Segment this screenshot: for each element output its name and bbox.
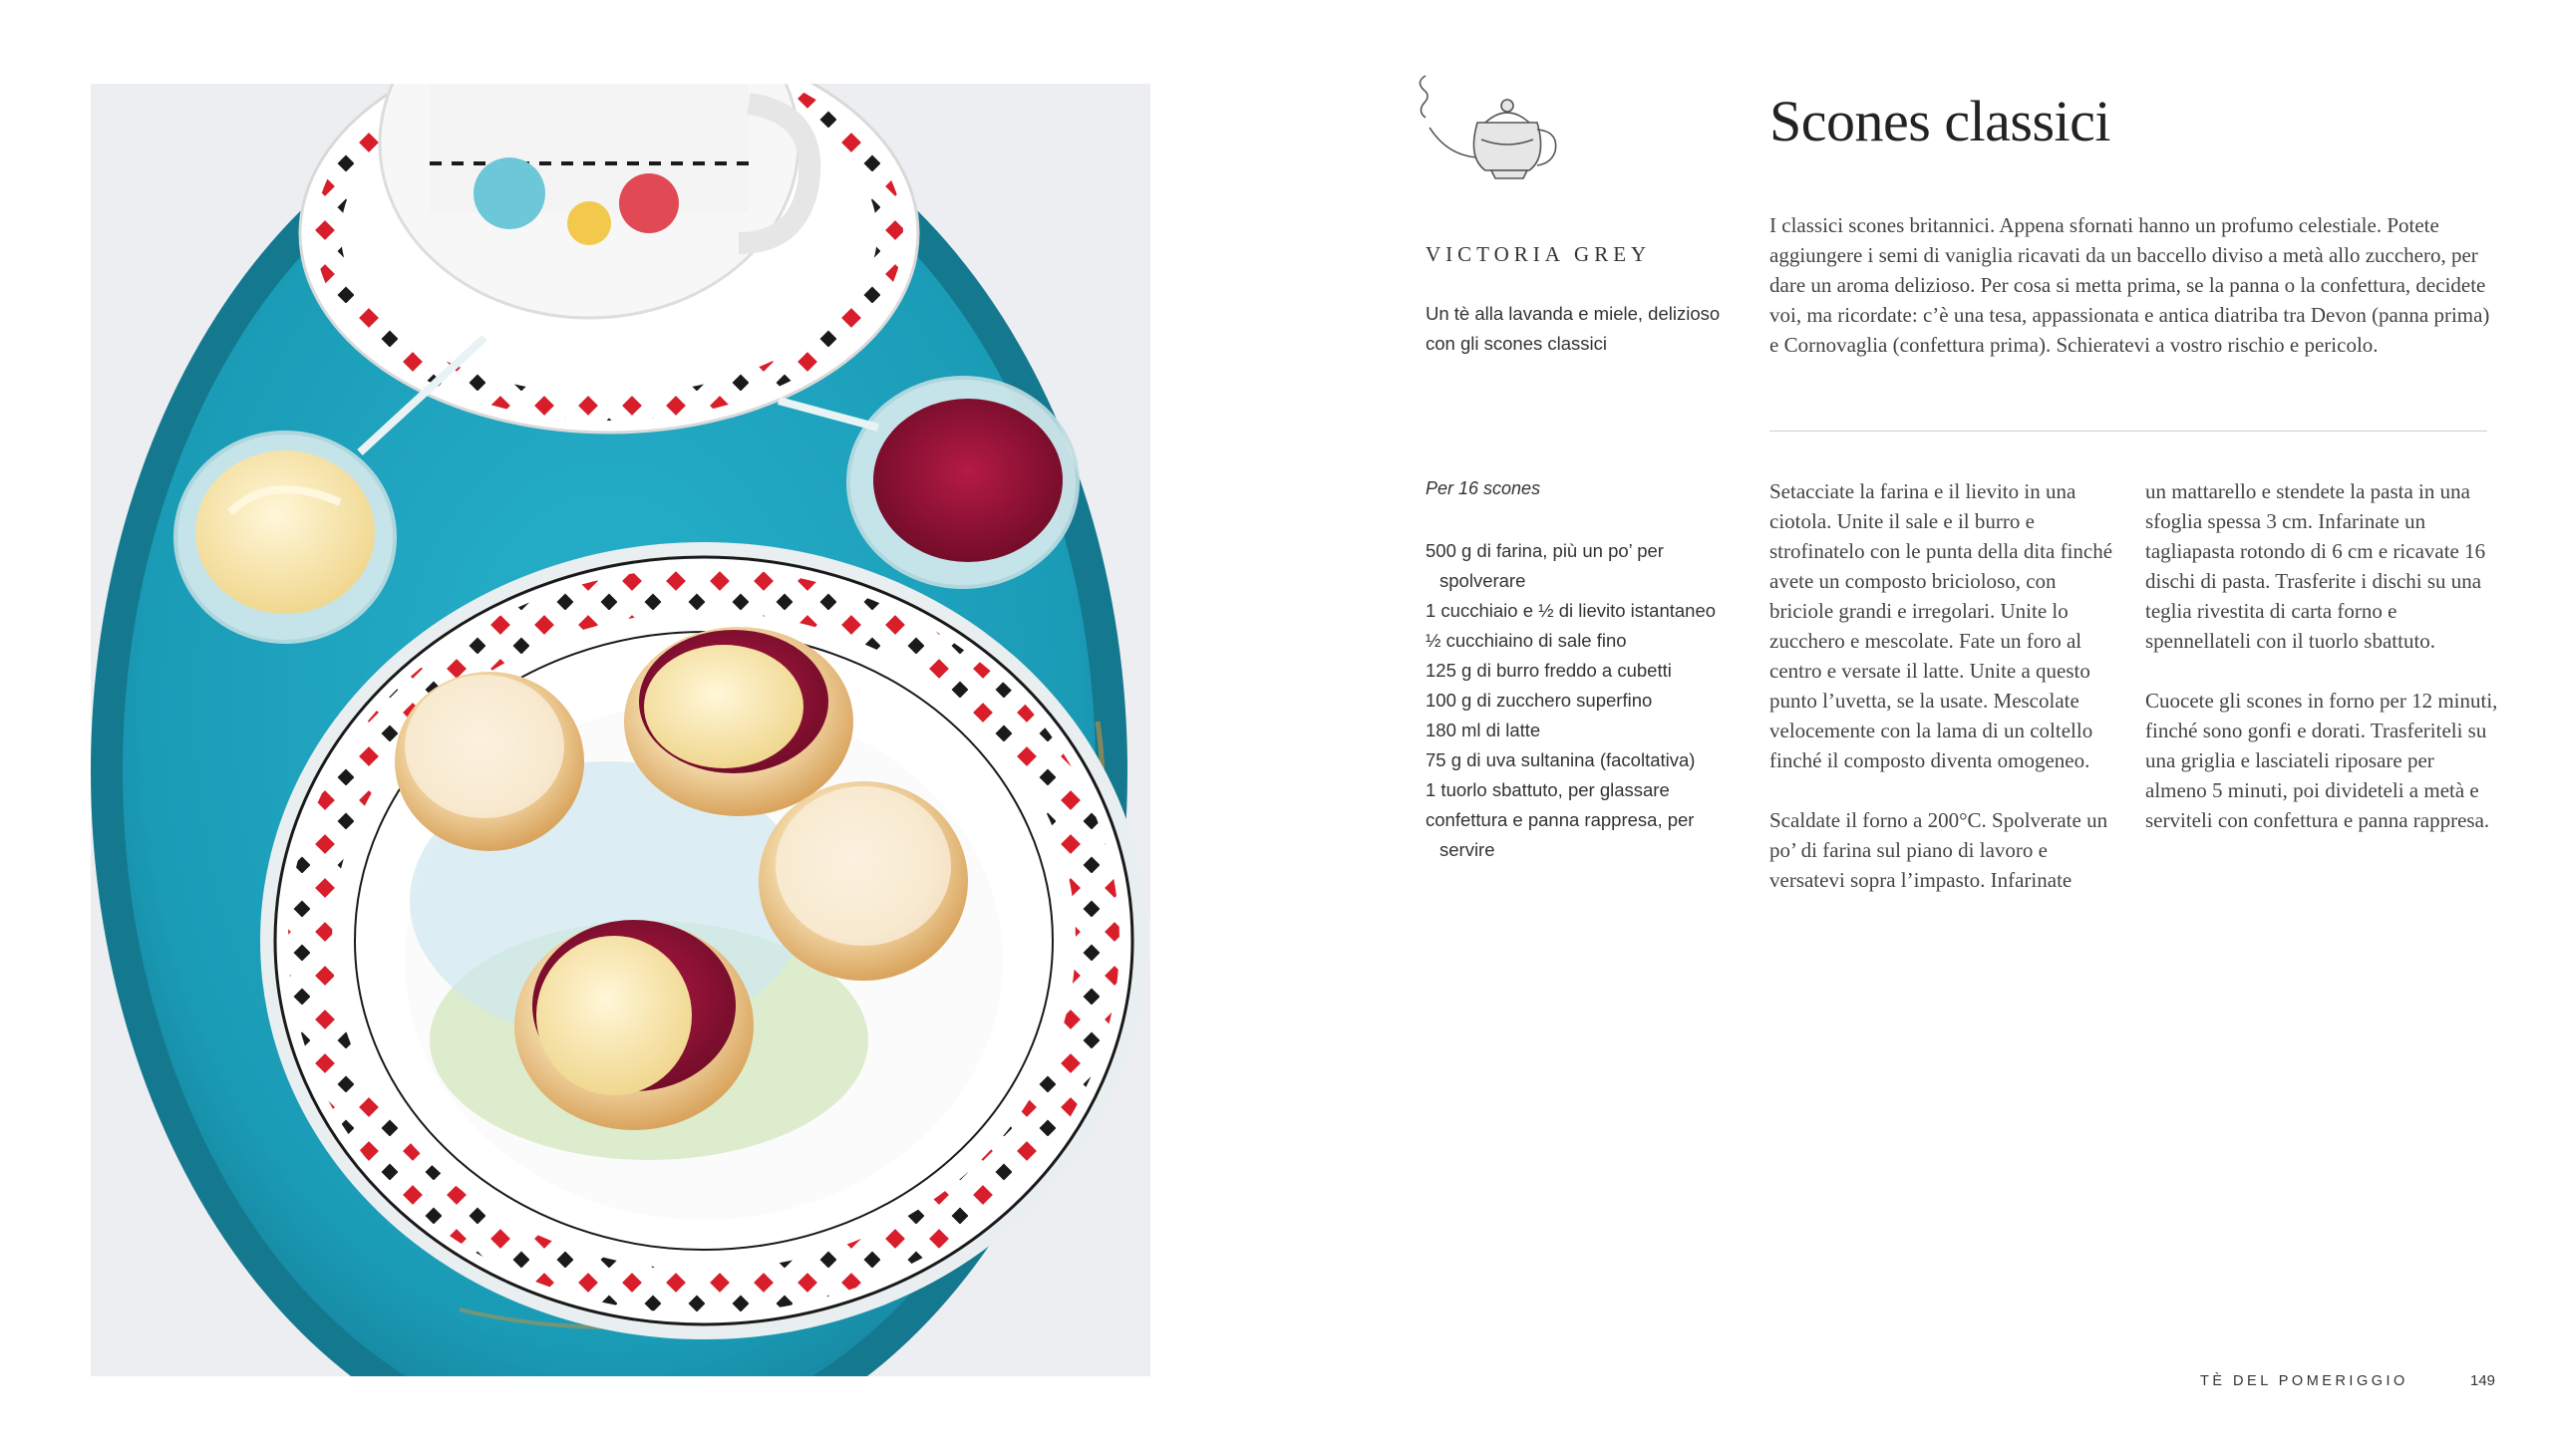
ingredient-item: ½ cucchiaino di sale fino bbox=[1426, 630, 1627, 651]
tea-pairing-name: VICTORIA GREY bbox=[1426, 242, 1652, 266]
method-paragraph: un mattarello e stendete la pasta in una sfoglia spessa 3 cm. Infarinate un tagliapasta rotondo di 6 cm e ricavate 16 dischi di pasta. Trasferite i dischi su una teglia rivestita di carta forno e spennellateli con il tuorlo sbattuto. bbox=[2145, 479, 2486, 653]
ingredient-item: 125 g di burro freddo a cubetti bbox=[1426, 660, 1672, 681]
method-column-2 bbox=[2145, 476, 2499, 865]
teapot-icon bbox=[1408, 68, 1577, 189]
page-number: 149 bbox=[2470, 1372, 2496, 1389]
footer-section-title: TÈ DEL POMERIGGIO bbox=[2200, 1373, 2408, 1389]
ingredients-list bbox=[1426, 536, 1754, 865]
divider bbox=[1769, 431, 2487, 432]
recipe-title: Scones classici bbox=[1769, 89, 2111, 153]
ingredient-item: 180 ml di latte bbox=[1426, 720, 1541, 740]
method-paragraph: Scaldate il forno a 200°C. Spolverate un po’ di farina sul piano di lavoro e versatevi sopra l’impasto. Infarinate bbox=[1769, 808, 2108, 892]
ingredient-item: 75 g di uva sultanina (facoltativa) bbox=[1426, 749, 1696, 770]
method-paragraph: Setacciate la farina e il lievito in una ciotola. Unite il sale e il burro e strofinatelo con le punta della dita finché avete un composto bricioloso, con briciole grandi e irregolari. Unite lo zucchero e mescolate. Fate un foro al centro e versate il latte. Unite a questo punto l’uvetta, se la usate. Mescolate velocemente con la lama di un coltello finché il composto diventa omogeneo. bbox=[1769, 479, 2113, 772]
ingredient-item: 1 tuorlo sbattuto, per glassare bbox=[1426, 779, 1670, 800]
recipe-intro: I classici scones britannici. Appena sfornati hanno un profumo celestiale. Potete aggiungere i semi di vaniglia ricavati da un baccello diviso a metà allo zucchero, per dare un aroma delizioso. Per cosa si metta prima, se la panna o la confettura, decidete voi, ma ricordate: c’è una tesa, appassionata e antica diatriba tra Devon (panna prima) e Cornovaglia (confettura prima). Schieratevi a vostro rischio e pericolo. bbox=[1769, 213, 2490, 357]
scones-photo bbox=[91, 84, 1150, 1376]
ingredient-item: 1 cucchiaio e ½ di lievito istantaneo bbox=[1426, 600, 1717, 621]
method-paragraph: Cuocete gli scones in forno per 12 minuti, finché sono gonfi e dorati. Trasferiteli su una griglia e lasciateli riposare per almeno 5 minuti, poi divideteli a metà e serviteli con confettura e panna rappresa. bbox=[2145, 689, 2498, 832]
recipe-yield: Per 16 scones bbox=[1426, 478, 1541, 498]
ingredient-item: confettura e panna rappresa, per servire bbox=[1426, 809, 1695, 860]
tea-pairing-description: Un tè alla lavanda e miele, delizioso con gli scones classici bbox=[1426, 303, 1721, 354]
method-column-1 bbox=[1769, 476, 2113, 925]
ingredient-item: 500 g di farina, più un po’ per spolverare bbox=[1426, 540, 1664, 591]
ingredient-item: 100 g di zucchero superfino bbox=[1426, 690, 1653, 711]
